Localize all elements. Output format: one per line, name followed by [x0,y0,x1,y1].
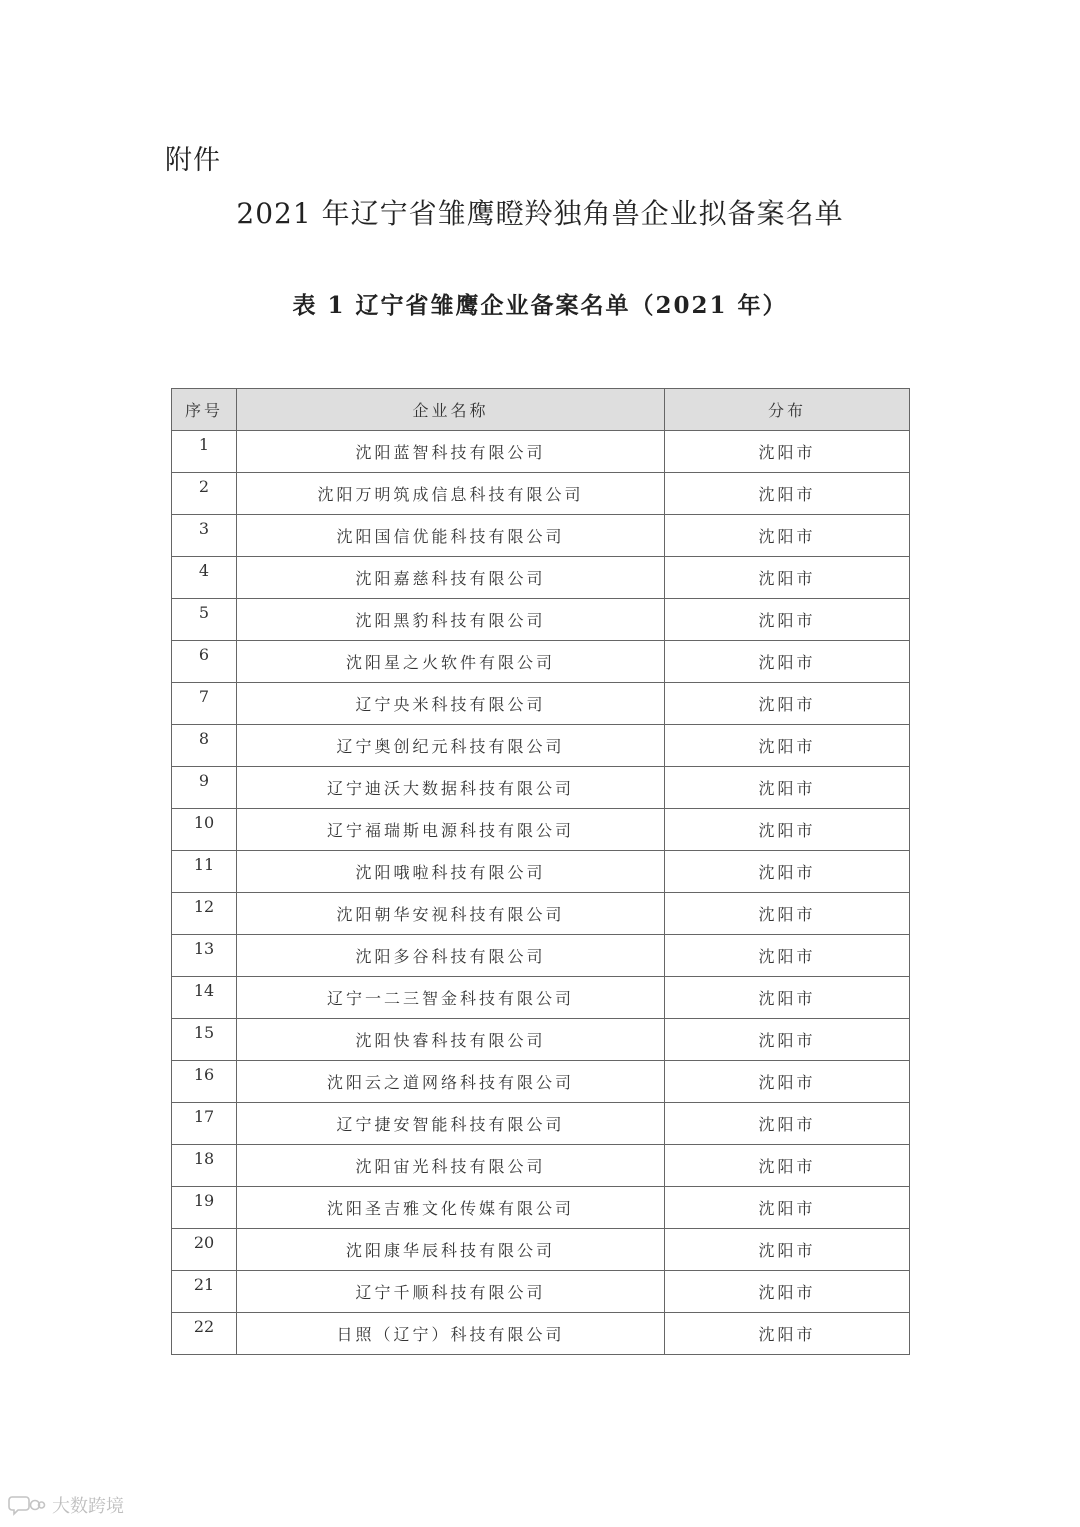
table-row [172,1187,910,1229]
location-cell: 沈阳市 [665,851,910,893]
row-index-cell: 14 [172,977,237,1019]
company-name-cell: 沈阳康华辰科技有限公司 [237,1229,665,1271]
table-row [172,977,910,1019]
row-index-cell: 2 [172,473,237,515]
company-name-cell: 沈阳云之道网络科技有限公司 [237,1061,665,1103]
location-cell: 沈阳市 [665,641,910,683]
row-index-cell: 19 [172,1187,237,1229]
watermark [8,1492,124,1518]
table-row [172,1061,910,1103]
row-index-cell: 8 [172,725,237,767]
location-cell: 沈阳市 [665,809,910,851]
location-cell: 沈阳市 [665,431,910,473]
row-index-cell: 16 [172,1061,237,1103]
location-cell: 沈阳市 [665,515,910,557]
company-name-cell: 日照（辽宁）科技有限公司 [237,1313,665,1355]
company-name-cell: 辽宁捷安智能科技有限公司 [237,1103,665,1145]
company-name-cell: 沈阳宙光科技有限公司 [237,1145,665,1187]
row-index-cell: 17 [172,1103,237,1145]
location-cell: 沈阳市 [665,683,910,725]
row-index-cell: 3 [172,515,237,557]
row-index-cell: 1 [172,431,237,473]
table-row [172,1019,910,1061]
company-name-cell: 沈阳国信优能科技有限公司 [237,515,665,557]
location-cell: 沈阳市 [665,1145,910,1187]
row-index-cell: 22 [172,1313,237,1355]
document-title: 2021 年辽宁省雏鹰瞪羚独角兽企业拟备案名单 [236,197,844,230]
row-index-cell: 10 [172,809,237,851]
location-cell: 沈阳市 [665,473,910,515]
table-body [172,431,910,1355]
table-row [172,809,910,851]
table-row [172,851,910,893]
row-index-cell: 21 [172,1271,237,1313]
table-header [172,389,910,431]
table-row [172,473,910,515]
location-cell: 沈阳市 [665,599,910,641]
table-row [172,767,910,809]
location-cell: 沈阳市 [665,1019,910,1061]
location-cell: 沈阳市 [665,1187,910,1229]
attachment-label: 附件 [165,145,221,176]
company-name-cell: 沈阳圣吉雅文化传媒有限公司 [237,1187,665,1229]
table-row [172,431,910,473]
table-row [172,683,910,725]
row-index-cell: 6 [172,641,237,683]
location-cell: 沈阳市 [665,1229,910,1271]
location-cell: 沈阳市 [665,977,910,1019]
table-row [172,1313,910,1355]
enterprise-table [171,388,910,1355]
company-name-cell: 辽宁央米科技有限公司 [237,683,665,725]
company-name-cell: 沈阳蓝智科技有限公司 [237,431,665,473]
company-name-cell: 辽宁迪沃大数据科技有限公司 [237,767,665,809]
row-index-cell: 11 [172,851,237,893]
location-cell: 沈阳市 [665,767,910,809]
company-name-cell: 沈阳哦啦科技有限公司 [237,851,665,893]
location-cell: 沈阳市 [665,1313,910,1355]
company-name-cell: 沈阳多谷科技有限公司 [237,935,665,977]
company-name-cell: 沈阳嘉慈科技有限公司 [237,557,665,599]
company-name-cell: 沈阳星之火软件有限公司 [237,641,665,683]
company-name-cell: 沈阳万明筑成信息科技有限公司 [237,473,665,515]
header-company-name: 企业名称 [237,389,665,431]
table-row [172,1103,910,1145]
table-row [172,557,910,599]
row-index-cell: 15 [172,1019,237,1061]
row-index-cell: 4 [172,557,237,599]
header-location: 分布 [665,389,910,431]
row-index-cell: 5 [172,599,237,641]
watermark-text: 大数跨境 [52,1496,124,1517]
company-name-cell: 辽宁一二三智金科技有限公司 [237,977,665,1019]
table-title: 表 1 辽宁省雏鹰企业备案名单（2021 年） [292,292,788,319]
header-row [172,389,910,431]
row-index-cell: 7 [172,683,237,725]
table-row [172,599,910,641]
location-cell: 沈阳市 [665,557,910,599]
location-cell: 沈阳市 [665,1061,910,1103]
chat-bubble-logo-icon [8,1494,46,1516]
location-cell: 沈阳市 [665,1103,910,1145]
company-name-cell: 沈阳朝华安视科技有限公司 [237,893,665,935]
table-row [172,1229,910,1271]
table-row [172,515,910,557]
company-name-cell: 沈阳快睿科技有限公司 [237,1019,665,1061]
row-index-cell: 18 [172,1145,237,1187]
location-cell: 沈阳市 [665,893,910,935]
row-index-cell: 9 [172,767,237,809]
header-index: 序号 [172,389,237,431]
company-name-cell: 辽宁奥创纪元科技有限公司 [237,725,665,767]
row-index-cell: 12 [172,893,237,935]
row-index-cell: 13 [172,935,237,977]
table-row [172,1271,910,1313]
table-row [172,641,910,683]
location-cell: 沈阳市 [665,1271,910,1313]
location-cell: 沈阳市 [665,725,910,767]
location-cell: 沈阳市 [665,935,910,977]
table-row [172,725,910,767]
company-name-cell: 辽宁福瑞斯电源科技有限公司 [237,809,665,851]
company-name-cell: 辽宁千顺科技有限公司 [237,1271,665,1313]
table-row [172,1145,910,1187]
table-row [172,935,910,977]
table-row [172,893,910,935]
row-index-cell: 20 [172,1229,237,1271]
company-name-cell: 沈阳黑豹科技有限公司 [237,599,665,641]
